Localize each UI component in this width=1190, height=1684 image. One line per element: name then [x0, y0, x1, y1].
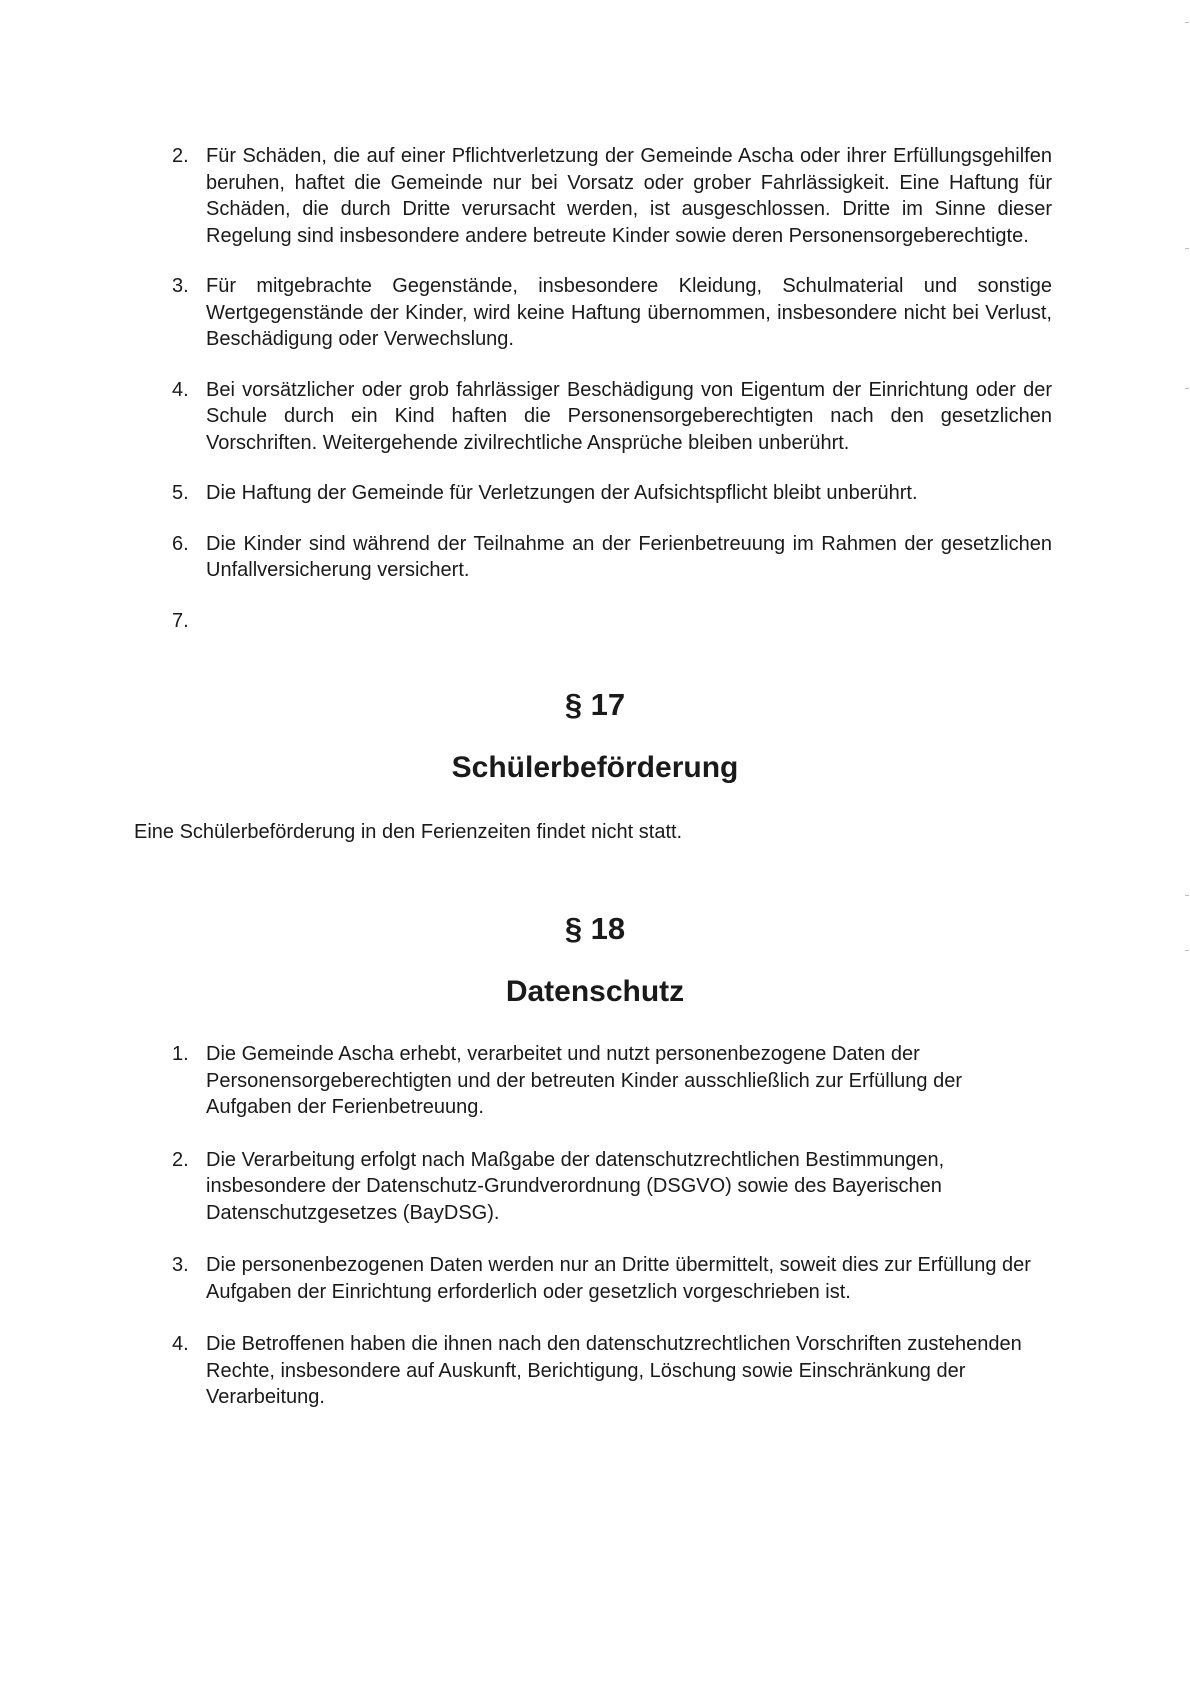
section-17-number: § 17 — [564, 687, 626, 722]
scan-edge-mark — [1185, 895, 1189, 896]
section-18-title: Datenschutz — [505, 975, 685, 1008]
list-item — [172, 377, 1052, 457]
list-item — [172, 1041, 1052, 1121]
item-text: Bei vorsätzlicher oder grob fahrlässiger Beschädigung von Eigentum der Einrichtung oder der Schule durch ein Kind haften die Personensorgeberechtigten nach den gesetzlichen Vorschriften. Weitergehende zivilrechtliche Ansprüche bleiben unberührt. — [206, 378, 1052, 454]
item-number: 5. — [172, 482, 189, 504]
list-item — [172, 531, 1052, 584]
scan-edge-mark — [1185, 950, 1189, 951]
list-item — [172, 1147, 1052, 1227]
list-item — [172, 1252, 1052, 1305]
item-text: Die Kinder sind während der Teilnahme an der Ferienbetreuung im Rahmen der gesetzlichen Unfallversicherung versichert. — [206, 532, 1052, 581]
list-item — [172, 1331, 1052, 1411]
data-protection-list — [172, 1041, 1052, 1437]
list-item — [172, 143, 1052, 249]
section-18-number: § 18 — [564, 911, 626, 946]
item-number: 1. — [172, 1043, 189, 1065]
section-17-title: Schülerbeförderung — [451, 751, 739, 784]
item-text: Die Verarbeitung erfolgt nach Maßgabe der datenschutzrechtlichen Bestimmungen, insbesondere der Datenschutz-Grundverordnung (DSGVO) sowie des Bayerischen Datenschutzgesetzes (BayDSG). — [206, 1148, 945, 1224]
item-text: Die Haftung der Gemeinde für Verletzungen der Aufsichtspflicht bleibt unberührt. — [206, 482, 918, 504]
item-text: Für mitgebrachte Gegenstände, insbesondere Kleidung, Schulmaterial und sonstige Wertgegenstände der Kinder, wird keine Haftung übernommen, insbesondere nicht bei Verlust, Beschädigung oder Verwechslung. — [206, 275, 1052, 350]
item-number: 7. — [172, 609, 189, 632]
liability-list — [172, 143, 1052, 658]
scan-edge-mark — [1185, 22, 1189, 23]
item-number: 3. — [172, 1254, 189, 1276]
item-number: 6. — [172, 532, 189, 555]
section-17-text: Eine Schülerbeförderung in den Ferienzeiten findet nicht statt. — [134, 821, 683, 843]
item-number: 2. — [172, 145, 189, 167]
item-number: 4. — [172, 378, 189, 401]
list-item — [172, 480, 1052, 507]
scan-edge-mark — [1185, 248, 1189, 249]
item-text: Für Schäden, die auf einer Pflichtverletzung der Gemeinde Ascha oder ihrer Erfüllungsgehilfen beruhen, haftet die Gemeinde nur bei Vorsatz oder grober Fahrlässigkeit. Eine Haftung für Schäden, die durch Dritte verursacht werden, ist ausgeschlossen. Dritte im Sinne dieser Regelung sind insbesondere andere betreute Kinder sowie deren Personensorgeberechtigte. — [206, 145, 1052, 247]
item-text: Die Gemeinde Ascha erhebt, verarbeitet und nutzt personenbezogene Daten der Personensorgeberechtigten und der betreuten Kinder ausschließlich zur Erfüllung der Aufgaben der Ferienbetreuung. — [206, 1043, 963, 1118]
list-item — [172, 273, 1052, 353]
item-text: Die personenbezogenen Daten werden nur an Dritte übermittelt, soweit dies zur Erfüllung der Aufgaben der Einrichtung erforderlich oder gesetzlich vorgeschrieben ist. — [206, 1254, 1031, 1303]
scan-edge-mark — [1185, 388, 1189, 389]
item-text: Die Betroffenen haben die ihnen nach den datenschutzrechtlichen Vorschriften zustehenden Rechte, insbesondere auf Auskunft, Berichtigung, Löschung sowie Einschränkung der Verarbeitung. — [206, 1333, 1022, 1408]
item-number: 3. — [172, 275, 189, 297]
item-number: 2. — [172, 1148, 189, 1171]
item-number: 4. — [172, 1333, 189, 1355]
list-item — [172, 608, 1052, 634]
